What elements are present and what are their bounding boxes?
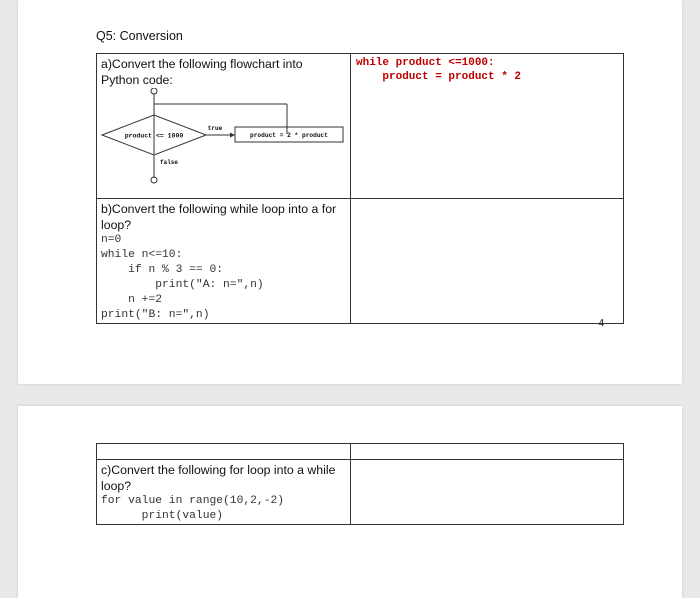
part-a-answer[interactable]: while product <=1000: product = product * 2 [356, 57, 522, 83]
page-1 [18, 0, 682, 384]
part-b-prompt: b)Convert the following while loop into a for loop? [101, 202, 337, 232]
header-cell-right [350, 444, 623, 460]
question-table-2 [96, 443, 624, 525]
part-c-answer-cell[interactable] [350, 460, 623, 525]
part-a-prompt: a)Convert the following flowchart into Python code: [101, 57, 303, 87]
header-cell-left [97, 444, 351, 460]
part-c-cell [97, 460, 351, 525]
process-label: product = 2 * product [250, 132, 328, 139]
question-title: Q5: Conversion [96, 29, 183, 43]
page-2 [18, 406, 682, 598]
part-b-cell [97, 199, 351, 324]
start-terminal-icon [151, 88, 157, 94]
part-b-answer-cell[interactable] [351, 199, 624, 324]
part-a-cell [97, 54, 351, 199]
false-branch-label: false [160, 159, 179, 166]
arrow-right-icon [230, 133, 235, 138]
part-b-code: n=0 while n<=10: if n % 3 == 0: print("A: n=",n) n +=2 print("B: n=",n) [101, 234, 264, 321]
part-c-prompt: c)Convert the following for loop into a while loop? [101, 463, 336, 493]
question-table [96, 53, 624, 324]
page-number: 4 [598, 318, 604, 329]
part-a-answer-cell[interactable] [351, 54, 624, 199]
flowchart [97, 88, 350, 198]
true-branch-label: true [207, 125, 223, 132]
part-c-code: for value in range(10,2,-2) print(value) [101, 495, 285, 522]
decision-condition-label: product <= 1000 [124, 132, 184, 140]
